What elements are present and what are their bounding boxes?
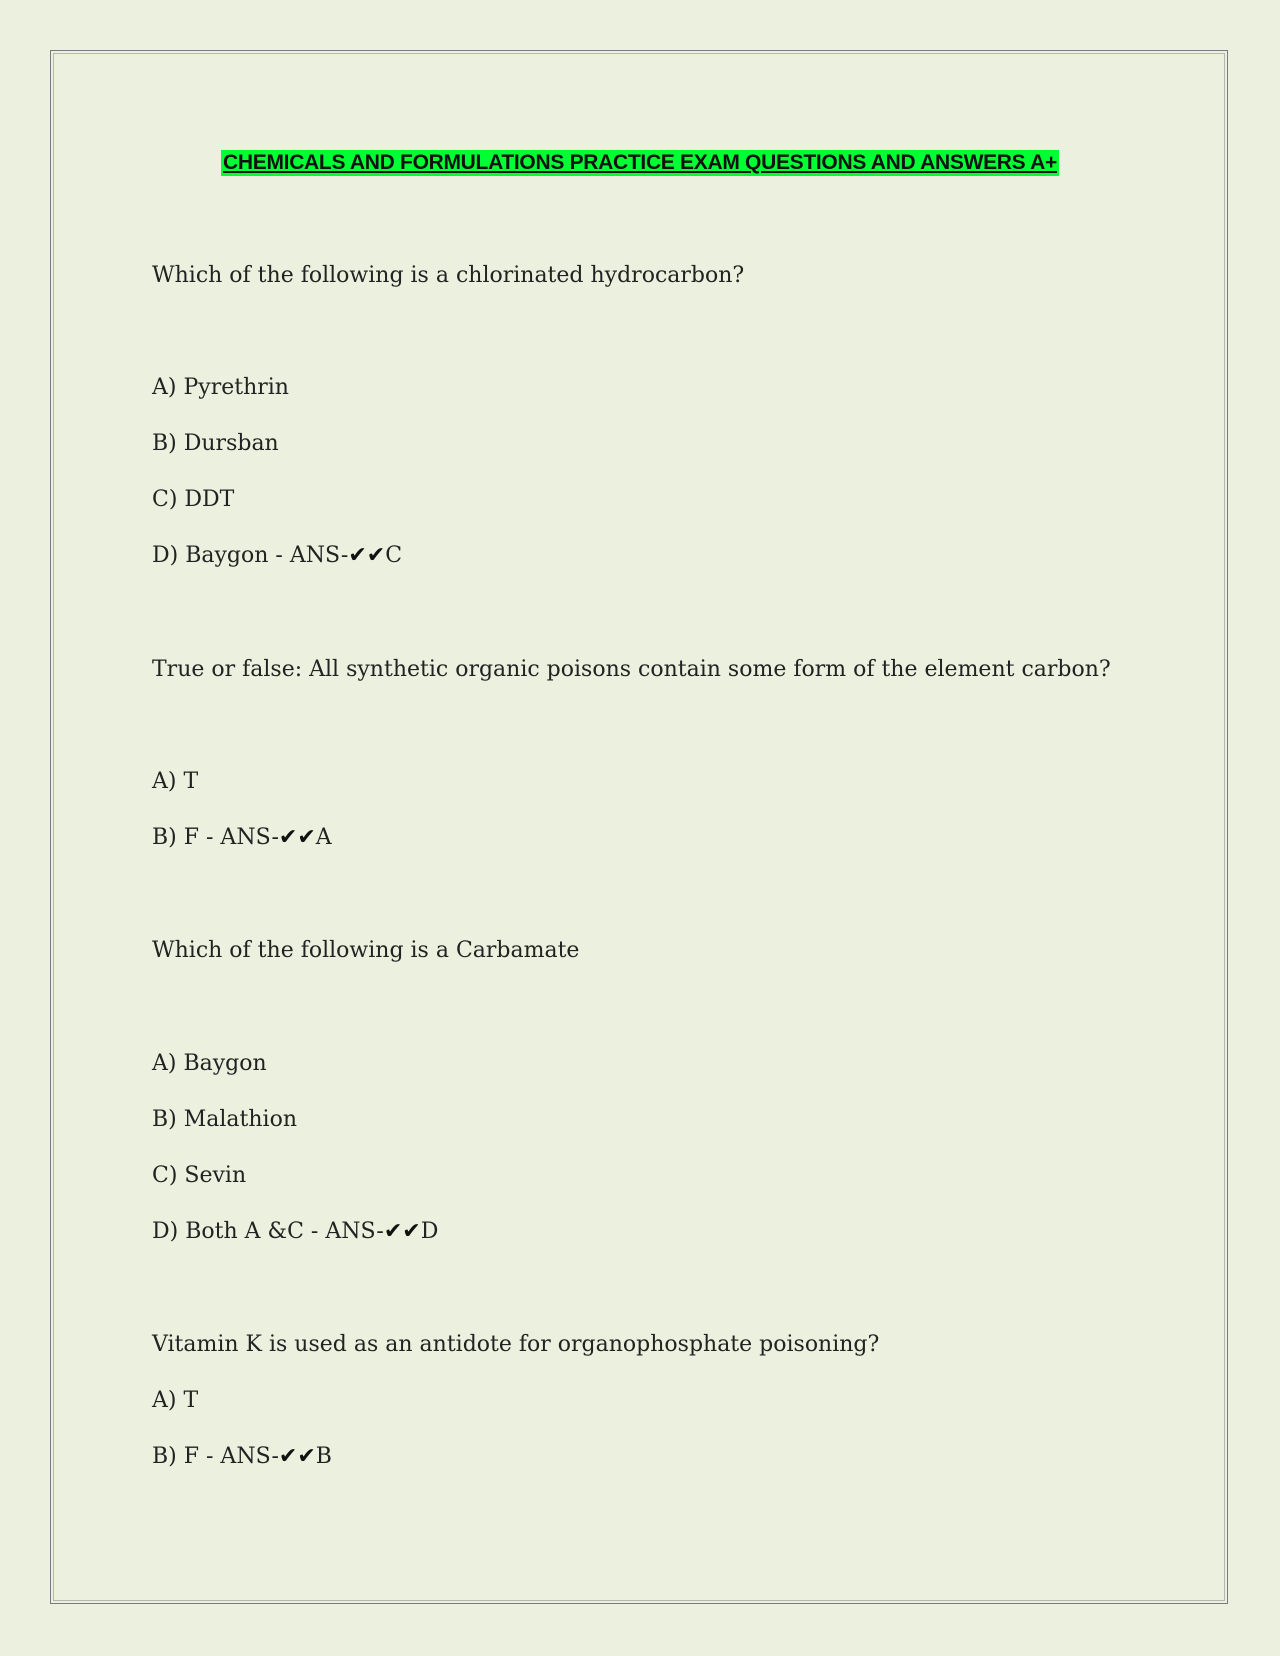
q1-option-d: D) Baygon [152, 543, 269, 568]
q3-answer-prefix: - ANS- [303, 1219, 384, 1244]
q2-answer: A [315, 825, 332, 850]
q1-check-icon: ✔✔ [348, 543, 386, 568]
q4-check-icon: ✔✔ [278, 1444, 316, 1469]
q4-answer-prefix: - ANS- [199, 1444, 279, 1469]
q2-option-b: B) F [152, 825, 200, 850]
document-title: CHEMICALS AND FORMULATIONS PRACTICE EXAM QUESTIONS AND ANSWERS A+ [223, 151, 1057, 174]
q1-option-d-answer-line [152, 541, 402, 571]
q1-option-a: A) Pyrethrin [152, 375, 289, 400]
q1-answer: C [385, 543, 403, 568]
question-1: Which of the following is a chlorinated hydrocarbon? [152, 263, 745, 288]
q3-answer: D [420, 1219, 439, 1244]
q3-option-a: A) Baygon [152, 1051, 267, 1076]
q4-option-a: A) T [152, 1388, 199, 1413]
title-container [0, 150, 1280, 176]
q3-option-d-answer-line [152, 1217, 438, 1247]
q1-answer-prefix: - ANS- [268, 543, 349, 568]
q3-option-b: B) Malathion [152, 1107, 297, 1132]
q4-answer: B [315, 1444, 332, 1469]
q1-option-b: B) Dursban [152, 431, 279, 456]
q3-option-c: C) Sevin [152, 1163, 247, 1188]
question-4: Vitamin K is used as an antidote for organophosphate poisoning? [152, 1332, 880, 1357]
q2-option-b-answer-line [152, 823, 332, 853]
question-2: True or false: All synthetic organic poisons contain some form of the element carbon? [152, 657, 1111, 682]
q4-option-b-answer-line [152, 1442, 332, 1472]
q3-option-d: D) Both A &C [152, 1219, 304, 1244]
q3-check-icon: ✔✔ [383, 1219, 421, 1244]
q2-check-icon: ✔✔ [278, 825, 316, 850]
q2-answer-prefix: - ANS- [199, 825, 279, 850]
q1-option-c: C) DDT [152, 487, 235, 512]
q4-option-b: B) F [152, 1444, 200, 1469]
question-3: Which of the following is a Carbamate [152, 938, 580, 963]
q2-option-a: A) T [152, 769, 199, 794]
